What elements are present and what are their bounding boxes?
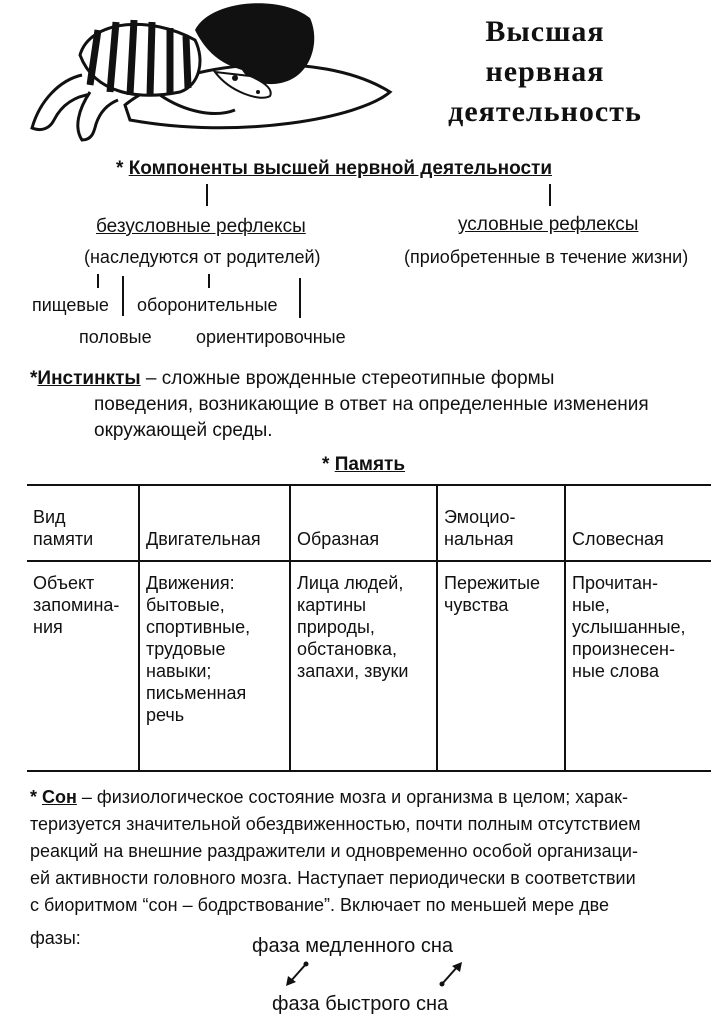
- instincts-term: Инстинкты: [37, 368, 141, 389]
- sleep-paragraph: * Сон – физиологическое состояние мозга и организма в целом; харак- теризуется значительной обездвиженностью, почти полным отсутствием реакций на внешние раздражители и одновременно особой организаци- ей активности головного мозга. Наступает периодически в соответствии с биоритмом “сон – бодрствование”. Включает по меньшей мере две фазы:: [30, 784, 714, 952]
- instincts-line: окружающей среды.: [94, 420, 273, 441]
- sleep-line: с биоритмом “сон – бодрствование”. Включает по меньшей мере две: [30, 895, 610, 915]
- arrow-up-right-icon: [442, 966, 458, 984]
- reflex-type-defensive: оборонительные: [137, 295, 278, 315]
- sleep-line: теризуется значительной обездвиженностью, почти полным отсутствием: [30, 814, 641, 834]
- instincts-paragraph: *Инстинкты – сложные врожденные стереотипные формы поведения, возникающие в ответ на определенные изменения окружающей среды.: [30, 366, 710, 444]
- phase-slow-sleep: фаза медленного сна: [252, 935, 454, 957]
- instincts-line: – сложные врожденные стереотипные формы: [145, 368, 555, 389]
- phase-fast-sleep: фаза быстрого сна: [272, 993, 449, 1015]
- memory-table: [27, 484, 711, 772]
- memory-heading: * Память: [322, 454, 406, 475]
- connector-line: [549, 184, 551, 206]
- connector-line: [299, 278, 301, 318]
- reflex-type-sexual: половые: [79, 327, 152, 347]
- connector-line: [208, 274, 210, 288]
- title-line: деятельность: [448, 95, 642, 128]
- instincts-line: поведения, возникающие в ответ на определенные изменения: [94, 394, 649, 415]
- table-cell: Пережитые чувства: [437, 561, 565, 771]
- conditioned-reflexes-label: условные рефлексы: [458, 214, 639, 235]
- arrow-down-left-icon: [290, 964, 306, 982]
- components-heading-text: Компоненты высшей нервной деятельности: [128, 158, 553, 179]
- sleep-term: Сон: [42, 787, 77, 807]
- table-cell: Объект запомина- ния: [27, 561, 139, 771]
- reflex-type-food: пищевые: [32, 295, 109, 315]
- conditioned-reflexes-note: (приобретенные в течение жизни): [404, 247, 689, 267]
- sleep-line: фазы:: [30, 928, 81, 948]
- unconditioned-reflexes-note: (наследуются от родителей): [84, 247, 321, 267]
- table-cell: Лица людей, картины природы, обстановка, запахи, звуки: [290, 561, 437, 771]
- table-header-cell: Образная: [290, 485, 437, 561]
- table-cell: Движения: бытовые, спортивные, трудовые навыки; письменная речь: [139, 561, 290, 771]
- unconditioned-reflexes-label: безусловные рефлексы: [96, 216, 306, 237]
- phase-cycle-arrows: [282, 958, 472, 992]
- title-line: Высшая: [485, 15, 605, 48]
- components-heading: * Компоненты высшей нервной деятельности: [116, 158, 553, 179]
- table-cell: Прочитан- ные, услышанные, произнесен- ные слова: [565, 561, 711, 771]
- reflex-type-orienting: ориентировочные: [196, 327, 346, 347]
- sleep-line: реакций на внешние раздражители и одновременно особой организаци-: [30, 841, 638, 861]
- table-header-row: [27, 485, 711, 561]
- sleep-line: ей активности головного мозга. Наступает периодически в соответствии: [30, 868, 636, 888]
- table-header-cell: Эмоцио- нальная: [437, 485, 565, 561]
- connector-line: [122, 276, 124, 316]
- page-title: [400, 12, 690, 132]
- memory-heading-text: Память: [334, 454, 406, 475]
- table-header-cell: Словесная: [565, 485, 711, 561]
- sleep-line: – физиологическое состояние мозга и организма в целом; харак-: [81, 787, 628, 807]
- sleeping-child-illustration: [20, 0, 400, 150]
- table-header-cell: Двигательная: [139, 485, 290, 561]
- title-line: нервная: [485, 55, 605, 88]
- table-header-cell: Вид памяти: [27, 485, 139, 561]
- connector-line: [97, 274, 99, 288]
- connector-line: [206, 184, 208, 206]
- table-row: [27, 561, 711, 771]
